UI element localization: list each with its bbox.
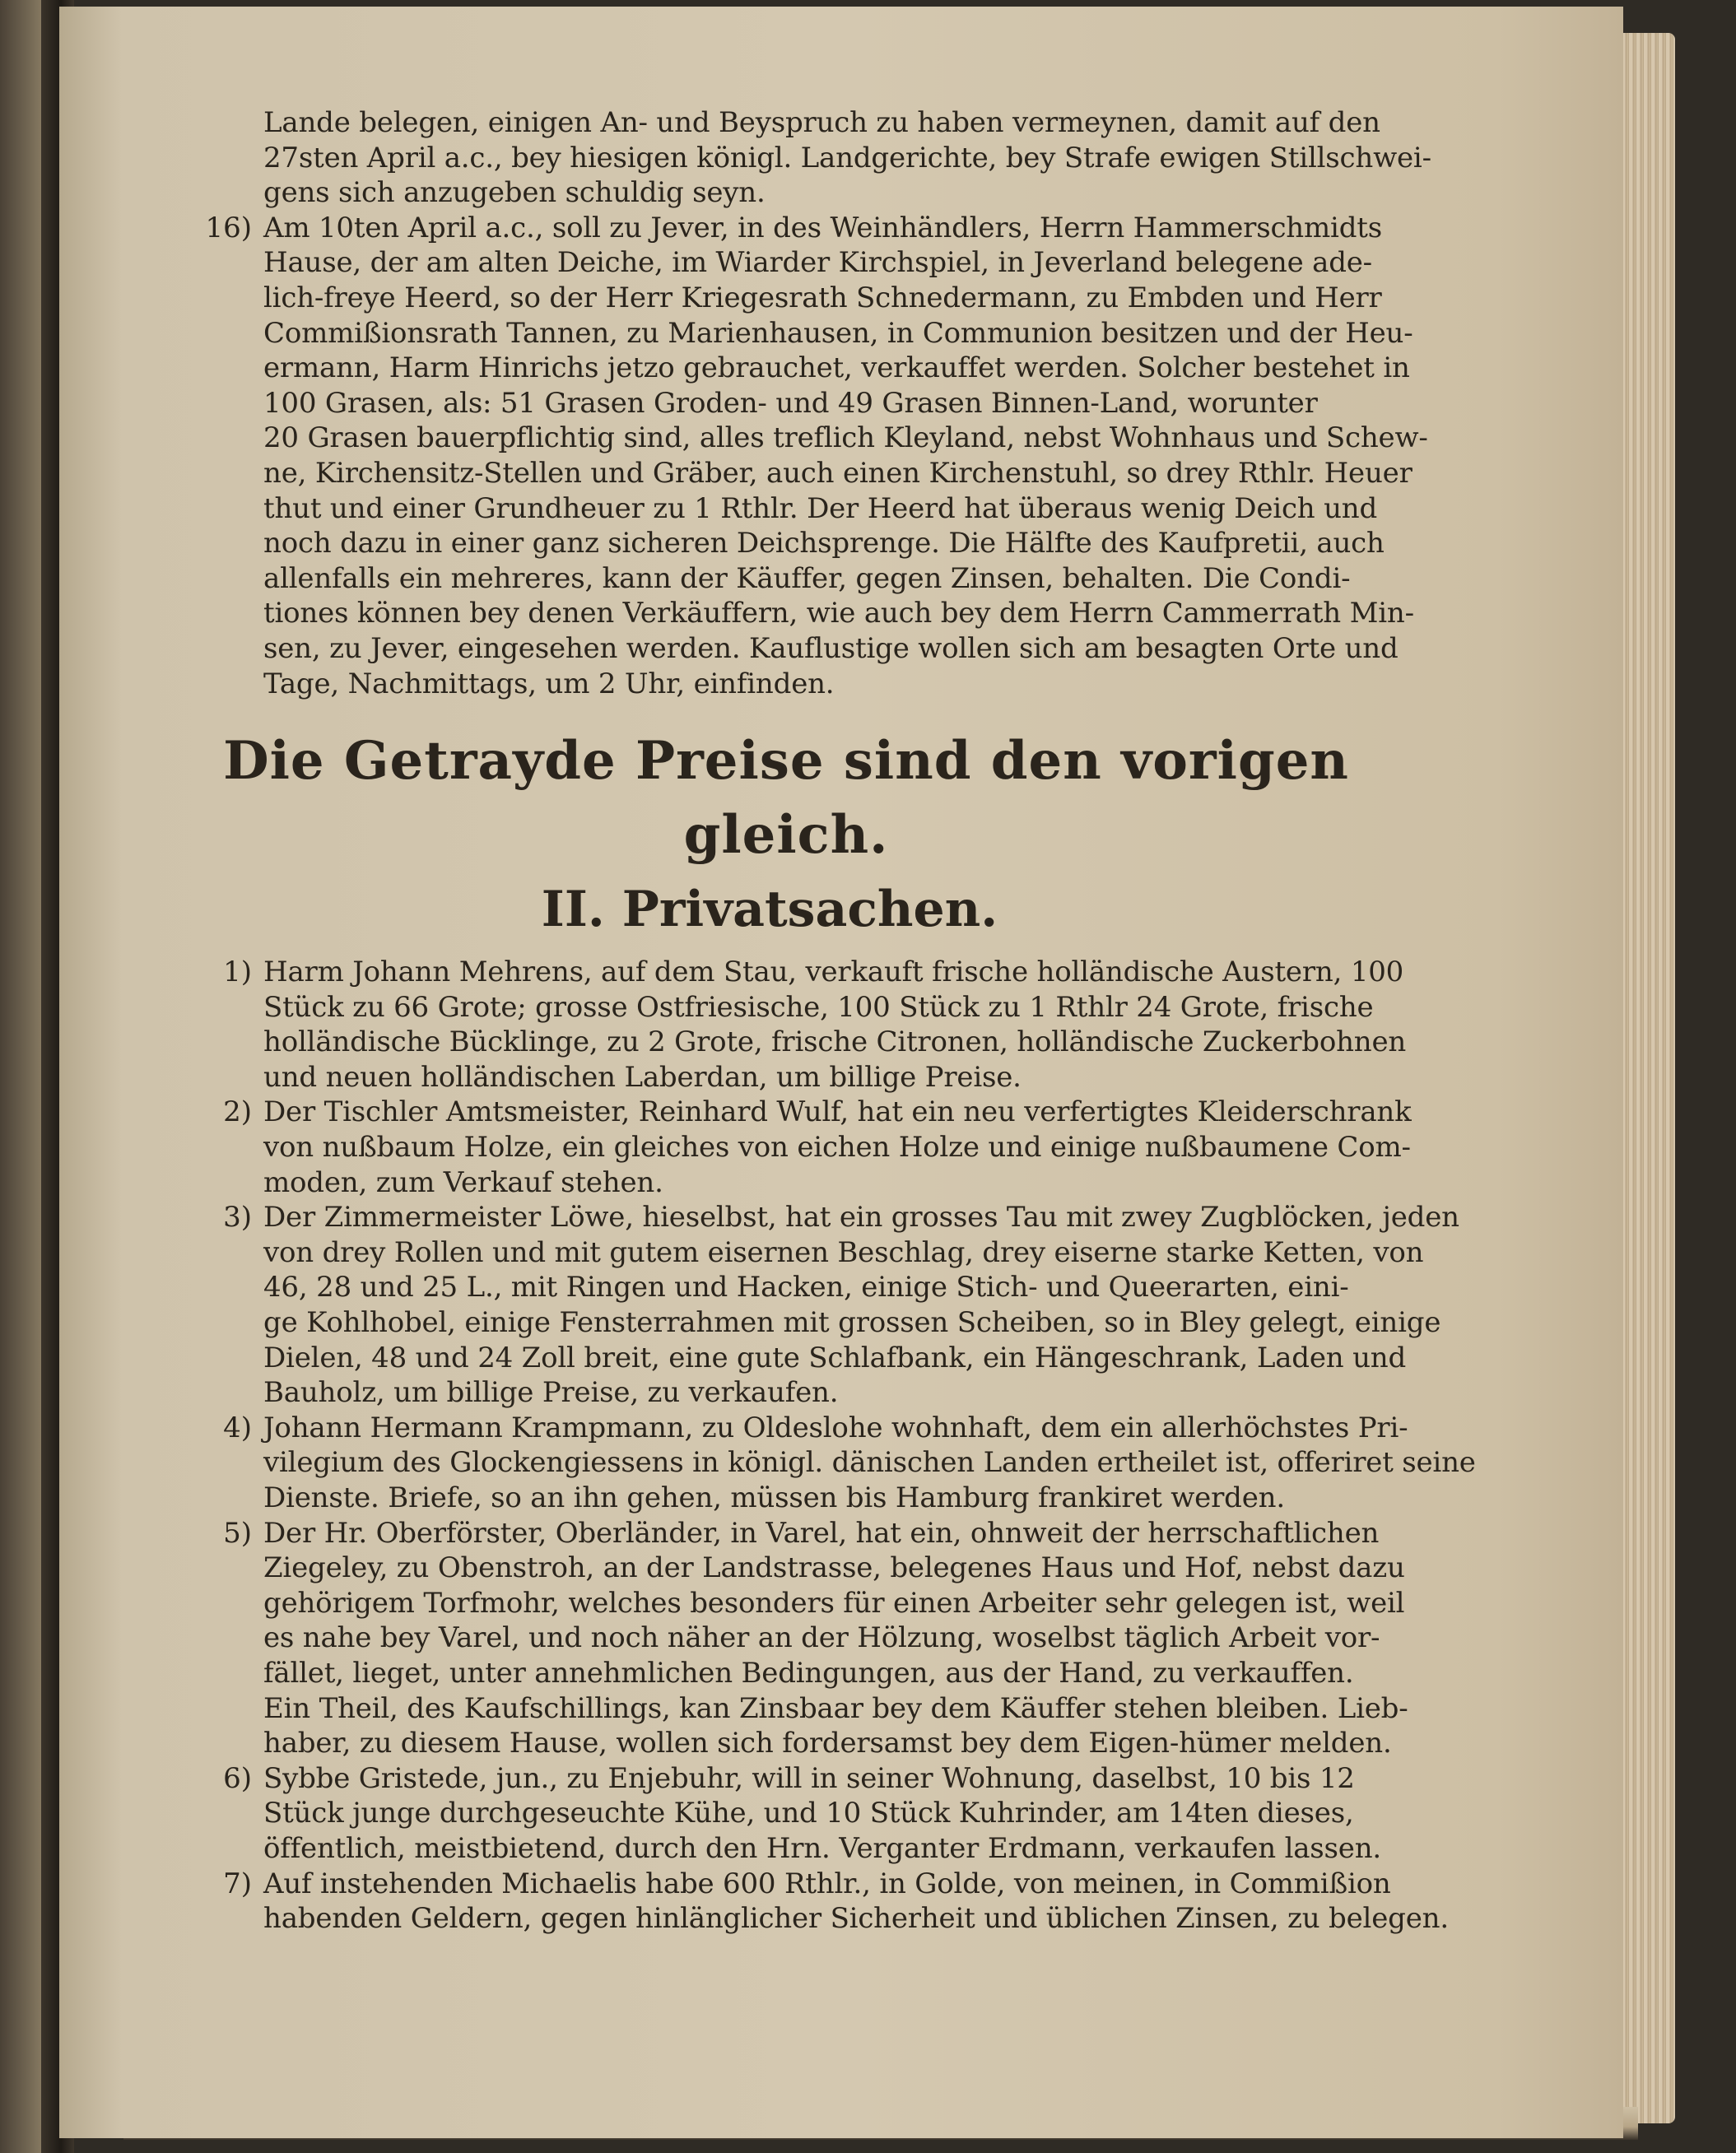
text-line: von nußbaum Holze, ein gleiches von eichen Holze und einige nußbaumene Com-: [263, 1131, 1411, 1165]
entry-number: 4): [223, 1411, 252, 1444]
text-line: Der Tischler Amtsmeister, Reinhard Wulf, hat ein neu verfertigtes Kleiderschrank: [263, 1095, 1412, 1129]
text-line: fället, lieget, unter annehmlichen Bedingungen, aus der Hand, zu verkauffen.: [263, 1656, 1354, 1690]
text-line: gehörigem Torfmohr, welches besonders für einen Arbeiter sehr gelegen ist, weil: [263, 1586, 1405, 1620]
text-line: Dienste. Briefe, so an ihn gehen, müssen bis Hamburg frankiret werden.: [263, 1481, 1285, 1514]
text-line: Johann Hermann Krampmann, zu Oldeslohe wohnhaft, dem ein allerhöchstes Pri-: [263, 1411, 1408, 1444]
text-line: sen, zu Jever, eingesehen werden. Kauflustige wollen sich am besagten Orte und: [263, 631, 1399, 665]
text-line: lich-freye Heerd, so der Herr Kriegesrath Schnedermann, zu Embden und Herr: [263, 281, 1382, 314]
text-line: Commißionsrath Tannen, zu Marienhausen, in Communion besitzen und der Heu-: [263, 316, 1413, 350]
text-line: allenfalls ein mehreres, kann der Käuffer, gegen Zinsen, behalten. Die Condi-: [263, 561, 1351, 595]
text-line: holländische Bücklinge, zu 2 Grote, frische Citronen, holländische Zuckerbohnen: [263, 1025, 1407, 1059]
text-line: Am 10ten April a.c., soll zu Jever, in des Weinhändlers, Herrn Hammerschmidts: [263, 211, 1382, 244]
entry-number: 1): [223, 956, 252, 989]
entry-16: [165, 211, 1428, 701]
section-title: II. Privatsachen.: [541, 881, 998, 939]
entry-number: 16): [205, 211, 252, 244]
text-line: Dielen, 48 und 24 Zoll breit, eine gute Schlafbank, ein Hängeschrank, Laden und: [263, 1341, 1407, 1374]
text-line: Stück zu 66 Grote; grosse Ostfriesische, 100 Stück zu 1 Rthlr 24 Grote, frische: [263, 990, 1374, 1024]
text-line: Ein Theil, des Kaufschillings, kan Zinsbaar bey dem Käuffer stehen bleiben. Lieb-: [263, 1691, 1408, 1725]
text-line: ge Kohlhobel, einige Fensterrahmen mit grossen Scheiben, so in Bley gelegt, einige: [263, 1306, 1441, 1340]
list-item: [165, 955, 1407, 1095]
grain-prices-headline: Die Getrayde Preise sind den vorigen gleich.: [223, 730, 1349, 867]
list-item: [165, 1200, 1459, 1411]
list-item: [165, 1095, 1412, 1200]
text-line: 100 Grasen, als: 51 Grasen Groden- und 49 Grasen Binnen-Land, worunter: [263, 386, 1318, 420]
entry-number: 7): [223, 1867, 252, 1900]
list-item: [165, 1761, 1382, 1867]
entry-number: 3): [223, 1201, 252, 1235]
continuation-paragraph: [165, 105, 1431, 211]
text-line: tiones können bey denen Verkäuffern, wie auch bey dem Herrn Cammerrath Min-: [263, 597, 1414, 630]
text-line: Sybbe Gristede, jun., zu Enjebuhr, will in seiner Wohnung, daselbst, 10 bis 12: [263, 1761, 1355, 1795]
text-line: thut und einer Grundheuer zu 1 Rthlr. Der Heerd hat überaus wenig Deich und: [263, 491, 1378, 525]
text-line: öffentlich, meistbietend, durch den Hrn. Verganter Erdmann, verkaufen lassen.: [263, 1831, 1382, 1865]
list-item: [165, 1867, 1449, 1937]
text-line: von drey Rollen und mit gutem eisernen Beschlag, drey eiserne starke Ketten, von: [263, 1235, 1424, 1269]
list-item: [165, 1411, 1476, 1516]
text-line: es nahe bey Varel, und noch näher an der Hölzung, woselbst täglich Arbeit vor-: [263, 1621, 1380, 1655]
text-line: 27sten April a.c., bey hiesigen königl. Landgerichte, bey Strafe ewigen Stillschwei-: [263, 141, 1431, 174]
text-line: und neuen holländischen Laberdan, um billige Preise.: [263, 1060, 1022, 1094]
text-line: Der Hr. Oberförster, Oberländer, in Varel, hat ein, ohnweit der herrschaftlichen: [263, 1516, 1380, 1550]
text-line: vilegium des Glockengiessens in königl. dänischen Landen ertheilet ist, offeriret seine: [263, 1446, 1476, 1480]
text-line: Hause, der am alten Deiche, im Wiarder Kirchspiel, in Jeverland belegene ade-: [263, 246, 1372, 280]
text-line: 20 Grasen bauerpflichtig sind, alles treflich Kleyland, nebst Wohnhaus und Schew-: [263, 421, 1428, 455]
text-line: haber, zu diesem Hause, wollen sich fordersamst bey dem Eigen-hümer melden.: [263, 1727, 1392, 1760]
text-line: gens sich anzugeben schuldig seyn.: [263, 176, 766, 210]
text-line: Stück junge durchgeseuchte Kühe, und 10 Stück Kuhrinder, am 14ten dieses,: [263, 1797, 1354, 1830]
page-text: [165, 105, 1476, 1937]
private-notices-list: [165, 955, 1476, 1937]
text-line: moden, zum Verkauf stehen.: [263, 1165, 663, 1199]
text-line: Der Zimmermeister Löwe, hieselbst, hat ein grosses Tau mit zwey Zugblöcken, jeden: [263, 1201, 1459, 1235]
text-line: Harm Johann Mehrens, auf dem Stau, verkauft frische holländische Austern, 100: [263, 956, 1404, 989]
text-line: ne, Kirchensitz-Stellen und Gräber, auch einen Kirchenstuhl, so drey Rthlr. Heuer: [263, 456, 1413, 490]
text-line: Ziegeley, zu Obenstroh, an der Landstrasse, belegenes Haus und Hof, nebst dazu: [263, 1551, 1405, 1585]
text-line: 46, 28 und 25 L., mit Ringen und Hacken, einige Stich- und Queerarten, eini-: [263, 1271, 1349, 1304]
text-line: habenden Geldern, gegen hinlänglicher Sicherheit und üblichen Zinsen, zu belegen.: [263, 1902, 1449, 1936]
entry-number: 6): [223, 1761, 252, 1795]
entry-number: 2): [223, 1095, 252, 1129]
entry-number: 5): [223, 1516, 252, 1550]
text-line: Bauholz, um billige Preise, zu verkaufen.: [263, 1376, 839, 1410]
text-line: Lande belegen, einigen An- und Beyspruch zu haben vermeynen, damit auf den: [263, 106, 1380, 139]
text-line: Auf instehenden Michaelis habe 600 Rthlr., in Golde, von meinen, in Commißion: [263, 1867, 1391, 1900]
text-line: noch dazu in einer ganz sicheren Deichsprenge. Die Hälfte des Kaufpretii, auch: [263, 527, 1385, 560]
text-line: ermann, Harm Hinrichs jetzo gebrauchet, verkauffet werden. Solcher bestehet in: [263, 351, 1410, 385]
list-item: [165, 1516, 1408, 1761]
text-line: Tage, Nachmittags, um 2 Uhr, einfinden.: [263, 667, 835, 700]
